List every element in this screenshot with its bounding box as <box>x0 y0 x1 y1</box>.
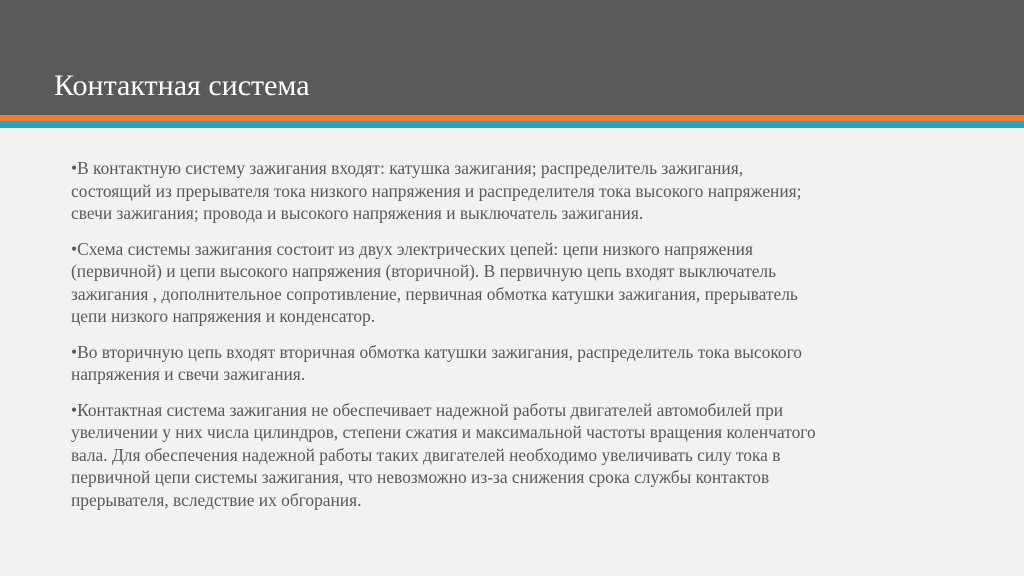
bullet-glyph: • <box>71 399 78 420</box>
paragraph-line: первичной цепи системы зажигания, что невозможно из-за снижения срока службы контактов <box>71 467 770 487</box>
paragraph-line: (первичной) и цепи высокого напряжения (вторичной). В первичную цепь входят выключатель <box>71 261 777 281</box>
paragraph-line: свечи зажигания; провода и высокого напряжения и выключатель зажигания. <box>71 203 644 223</box>
bullet-glyph: • <box>71 341 78 362</box>
paragraph-line: вала. Для обеспечения надежной работы таких двигателей необходимо увеличивать силу тока в <box>71 444 781 465</box>
bullet-glyph: • <box>71 238 78 259</box>
paragraph-line: прерывателя, вследствие их обгорания. <box>71 489 362 510</box>
bullet-glyph: • <box>71 158 78 178</box>
bullet-paragraph <box>71 157 971 225</box>
bullet-paragraph <box>71 399 971 512</box>
paragraph-line: зажигания , дополнительное сопротивление, первичная обмотка катушки зажигания, прерыватель <box>71 283 798 304</box>
paragraph-line: цепи низкого напряжения и конденсатор. <box>71 306 376 326</box>
paragraph-line: напряжения и свечи зажигания. <box>71 364 306 384</box>
slide-title: Контактная система <box>54 69 310 102</box>
slide-body <box>71 157 971 524</box>
bullet-paragraph <box>71 341 971 386</box>
paragraph-line: Контактная система зажигания не обеспечивает надежной работы двигателей автомобилей при <box>77 399 784 420</box>
accent-stripe-teal <box>0 121 1024 128</box>
paragraph-line: Схема системы зажигания состоит из двух электрических цепей: цепи низкого напряжения <box>77 238 753 259</box>
title-bar <box>0 0 1024 115</box>
paragraph-line: Во вторичную цепь входят вторичная обмотка катушки зажигания, распределитель тока высокого <box>77 341 802 362</box>
paragraph-line: состоящий из прерывателя тока низкого напряжения и распределителя тока высокого напряжения; <box>71 180 802 201</box>
paragraph-line: В контактную систему зажигания входят: катушка зажигания; распределитель зажигания, <box>77 158 744 178</box>
paragraph-line: увеличении у них числа цилиндров, степени сжатия и максимальной частоты вращения коленчатого <box>71 422 816 442</box>
bullet-paragraph <box>71 238 971 328</box>
